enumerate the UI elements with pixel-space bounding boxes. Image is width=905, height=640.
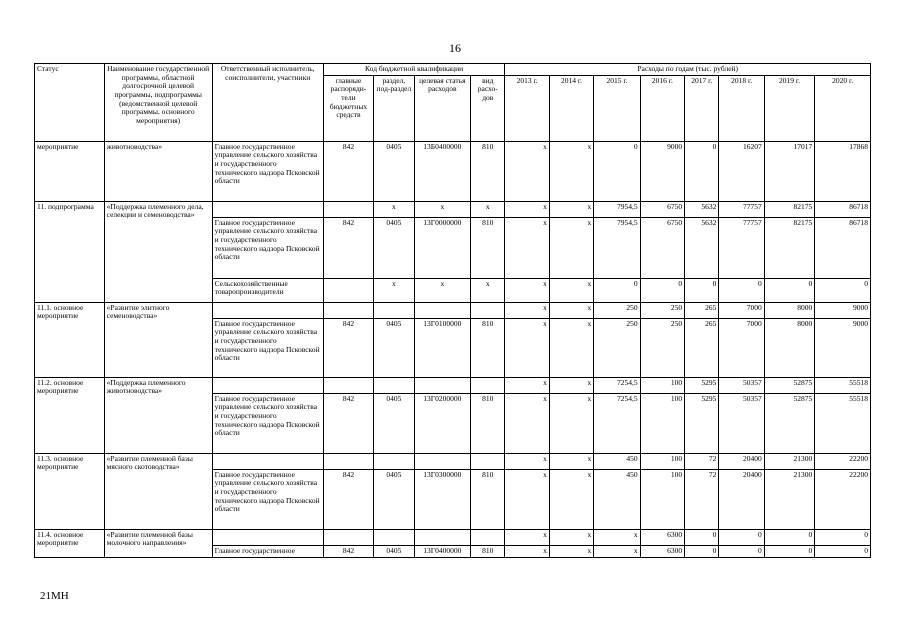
cell-executor <box>212 201 323 217</box>
col-status: Статус <box>35 64 105 142</box>
cell-type: х <box>471 201 505 217</box>
cell-y2018: 0 <box>719 278 764 302</box>
cell-executor: Главное государственное управление сельского хозяйства и государственного технического надзора Псковской области <box>212 469 323 529</box>
cell-y2015: 7954,5 <box>594 217 640 278</box>
cell-y2018: 50357 <box>719 377 764 393</box>
cell-name: животноводства» <box>104 141 212 201</box>
cell-y2013: х <box>505 529 549 545</box>
cell-y2018: 7000 <box>719 318 764 377</box>
cell-y2013: х <box>505 469 549 529</box>
cell-y2016: 9000 <box>640 141 684 201</box>
cell-section: х <box>374 278 414 302</box>
cell-section: 0405 <box>374 545 414 557</box>
cell-y2013: х <box>505 217 549 278</box>
cell-y2015: х <box>594 529 640 545</box>
cell-type <box>471 453 505 469</box>
cell-y2018: 20400 <box>719 469 764 529</box>
cell-y2014: х <box>549 377 593 393</box>
cell-status: мероприятие <box>35 141 105 201</box>
cell-y2019: 0 <box>764 278 814 302</box>
cell-y2018: 77757 <box>719 201 764 217</box>
cell-type: 810 <box>471 141 505 201</box>
col-expenses: Расходы по годам (тыс. рублей) <box>505 64 871 76</box>
cell-section: 0405 <box>374 318 414 377</box>
cell-executor <box>212 529 323 545</box>
cell-type: 810 <box>471 545 505 557</box>
cell-section: 0405 <box>374 217 414 278</box>
cell-executor: Главное государственное управление сельского хозяйства и государственного технического надзора Псковской области <box>212 393 323 453</box>
col-section: раздел, под-раздел <box>374 75 414 141</box>
cell-executor: Главное государственное управление сельского хозяйства и государственного технического надзора Псковской области <box>212 141 323 201</box>
cell-y2015: 0 <box>594 141 640 201</box>
cell-y2017: 265 <box>685 302 719 318</box>
cell-y2017: 5295 <box>685 377 719 393</box>
cell-y2020: 22200 <box>815 453 871 469</box>
cell-y2013: х <box>505 201 549 217</box>
cell-y2019: 0 <box>764 545 814 557</box>
cell-y2020: 0 <box>815 545 871 557</box>
cell-type <box>471 529 505 545</box>
cell-name: «Развитие элитного семеноводства» <box>104 302 212 377</box>
cell-grbs <box>323 529 373 545</box>
col-name: Наименование государственной программы, областной долгосрочной целевой программы, подпрограммы (ведомственной целевой программы, основного мероприятия) <box>104 64 212 142</box>
cell-y2019: 8000 <box>764 318 814 377</box>
col-year-2018: 2018 г. <box>719 75 764 141</box>
table-row <box>35 529 871 545</box>
cell-y2018: 16207 <box>719 141 764 201</box>
cell-status: 11. подпрограмма <box>35 201 105 302</box>
cell-y2019: 17017 <box>764 141 814 201</box>
cell-target <box>414 302 471 318</box>
cell-executor: Сельскохозяйственные товаропроизводители <box>212 278 323 302</box>
cell-target: 13Г0200000 <box>414 393 471 453</box>
col-year-2017: 2017 г. <box>685 75 719 141</box>
cell-y2020: 22200 <box>815 469 871 529</box>
cell-status: 11.3. основное мероприятие <box>35 453 105 529</box>
cell-target: х <box>414 278 471 302</box>
cell-y2020: 17868 <box>815 141 871 201</box>
cell-target: 13Г0400000 <box>414 545 471 557</box>
cell-y2013: х <box>505 141 549 201</box>
cell-y2015: 7254,5 <box>594 393 640 453</box>
cell-grbs: 842 <box>323 393 373 453</box>
cell-y2019: 52875 <box>764 393 814 453</box>
cell-y2020: 0 <box>815 278 871 302</box>
cell-status: 11.1. основное мероприятие <box>35 302 105 377</box>
cell-y2018: 50357 <box>719 393 764 453</box>
table-row <box>35 377 871 393</box>
cell-y2017: 5632 <box>685 201 719 217</box>
cell-y2015: х <box>594 545 640 557</box>
cell-y2019: 21300 <box>764 453 814 469</box>
cell-y2018: 0 <box>719 545 764 557</box>
cell-executor <box>212 377 323 393</box>
cell-y2019: 52875 <box>764 377 814 393</box>
cell-y2015: 7254,5 <box>594 377 640 393</box>
cell-y2013: х <box>505 302 549 318</box>
cell-section <box>374 453 414 469</box>
cell-type: 810 <box>471 469 505 529</box>
cell-y2013: х <box>505 278 549 302</box>
cell-executor: Главное государственное управление сельского хозяйства и государственного технического надзора Псковской области <box>212 217 323 278</box>
cell-type: 810 <box>471 318 505 377</box>
cell-y2019: 82175 <box>764 217 814 278</box>
cell-y2020: 9000 <box>815 318 871 377</box>
cell-y2019: 82175 <box>764 201 814 217</box>
cell-section: 0405 <box>374 393 414 453</box>
cell-target <box>414 453 471 469</box>
cell-y2017: 0 <box>685 141 719 201</box>
cell-target: х <box>414 201 471 217</box>
cell-y2013: х <box>505 318 549 377</box>
cell-y2016: 6750 <box>640 201 684 217</box>
cell-y2013: х <box>505 545 549 557</box>
cell-y2017: 72 <box>685 453 719 469</box>
cell-y2013: х <box>505 377 549 393</box>
cell-executor: Главное государственное управление сельского хозяйства и государственного технического надзора Псковской области <box>212 318 323 377</box>
header-row-1 <box>35 64 871 76</box>
cell-y2015: 0 <box>594 278 640 302</box>
cell-section: х <box>374 201 414 217</box>
cell-executor <box>212 453 323 469</box>
cell-y2020: 86718 <box>815 217 871 278</box>
cell-y2014: х <box>549 318 593 377</box>
cell-y2017: 265 <box>685 318 719 377</box>
cell-y2017: 0 <box>685 278 719 302</box>
table-row <box>35 141 871 201</box>
cell-executor <box>212 302 323 318</box>
cell-section <box>374 377 414 393</box>
cell-y2020: 9000 <box>815 302 871 318</box>
cell-y2018: 0 <box>719 529 764 545</box>
cell-y2019: 21300 <box>764 469 814 529</box>
cell-y2014: х <box>549 302 593 318</box>
col-year-2013: 2013 г. <box>505 75 549 141</box>
cell-grbs <box>323 377 373 393</box>
cell-y2017: 0 <box>685 529 719 545</box>
cell-type <box>471 302 505 318</box>
cell-y2014: х <box>549 278 593 302</box>
cell-target: 13Б0400000 <box>414 141 471 201</box>
cell-target: 13Г0100000 <box>414 318 471 377</box>
cell-y2017: 72 <box>685 469 719 529</box>
col-expense-type: вид расхо-дов <box>471 75 505 141</box>
cell-y2015: 450 <box>594 469 640 529</box>
cell-y2016: 250 <box>640 318 684 377</box>
footer-code: 21МН <box>40 590 69 602</box>
col-executor: Ответственный исполнитель, соисполнители, участники <box>212 64 323 142</box>
cell-y2018: 77757 <box>719 217 764 278</box>
cell-y2016: 100 <box>640 453 684 469</box>
col-target-article: целевая статья расходов <box>414 75 471 141</box>
cell-y2014: х <box>549 201 593 217</box>
col-year-2019: 2019 г. <box>764 75 814 141</box>
cell-y2014: х <box>549 217 593 278</box>
cell-target <box>414 529 471 545</box>
cell-y2018: 7000 <box>719 302 764 318</box>
cell-y2020: 0 <box>815 529 871 545</box>
cell-name: «Развитие племенной базы молочного направления» <box>104 529 212 557</box>
cell-y2013: х <box>505 393 549 453</box>
cell-type: 810 <box>471 217 505 278</box>
cell-y2016: 100 <box>640 393 684 453</box>
cell-y2016: 6300 <box>640 545 684 557</box>
cell-y2015: 7954,5 <box>594 201 640 217</box>
cell-y2014: х <box>549 469 593 529</box>
cell-grbs: 842 <box>323 469 373 529</box>
table-row <box>35 453 871 469</box>
col-year-2020: 2020 г. <box>815 75 871 141</box>
cell-name: «Поддержка племенного дела, селекции и семеноводства» <box>104 201 212 302</box>
cell-name: «Поддержка племенного животноводства» <box>104 377 212 453</box>
cell-status: 11.4. основное мероприятие <box>35 529 105 557</box>
cell-grbs: 842 <box>323 217 373 278</box>
cell-y2016: 250 <box>640 302 684 318</box>
cell-y2017: 5632 <box>685 217 719 278</box>
cell-y2014: х <box>549 545 593 557</box>
col-budget-code: Код бюджетной квалификации <box>323 64 505 76</box>
cell-y2017: 5295 <box>685 393 719 453</box>
budget-table <box>34 63 871 558</box>
cell-grbs <box>323 453 373 469</box>
cell-y2016: 100 <box>640 377 684 393</box>
cell-status: 11.2. основное мероприятие <box>35 377 105 453</box>
table-row <box>35 302 871 318</box>
cell-y2016: 100 <box>640 469 684 529</box>
cell-y2018: 20400 <box>719 453 764 469</box>
cell-type <box>471 377 505 393</box>
cell-grbs <box>323 278 373 302</box>
cell-section <box>374 302 414 318</box>
cell-y2016: 6300 <box>640 529 684 545</box>
cell-section: 0405 <box>374 141 414 201</box>
cell-executor: Главное государственное <box>212 545 323 557</box>
cell-y2017: 0 <box>685 545 719 557</box>
cell-target: 13Г0000000 <box>414 217 471 278</box>
cell-y2016: 6750 <box>640 217 684 278</box>
cell-grbs: 842 <box>323 545 373 557</box>
cell-grbs <box>323 201 373 217</box>
cell-y2016: 0 <box>640 278 684 302</box>
cell-name: «Развитие племенной базы мясного скотоводства» <box>104 453 212 529</box>
col-year-2015: 2015 г. <box>594 75 640 141</box>
col-year-2014: 2014 г. <box>549 75 593 141</box>
cell-type: 810 <box>471 393 505 453</box>
cell-y2013: х <box>505 453 549 469</box>
cell-y2014: х <box>549 529 593 545</box>
cell-target: 13Г0300000 <box>414 469 471 529</box>
cell-y2014: х <box>549 393 593 453</box>
cell-grbs <box>323 302 373 318</box>
cell-y2020: 55518 <box>815 377 871 393</box>
cell-y2015: 250 <box>594 318 640 377</box>
cell-section: 0405 <box>374 469 414 529</box>
cell-grbs: 842 <box>323 141 373 201</box>
cell-type: х <box>471 278 505 302</box>
cell-y2019: 8000 <box>764 302 814 318</box>
cell-y2014: х <box>549 453 593 469</box>
cell-target <box>414 377 471 393</box>
col-year-2016: 2016 г. <box>640 75 684 141</box>
cell-y2020: 86718 <box>815 201 871 217</box>
table-row <box>35 201 871 217</box>
cell-y2019: 0 <box>764 529 814 545</box>
col-grbs: главные распоряди-тели бюджетных средств <box>323 75 373 141</box>
cell-y2015: 250 <box>594 302 640 318</box>
cell-y2020: 55518 <box>815 393 871 453</box>
cell-grbs: 842 <box>323 318 373 377</box>
cell-y2015: 450 <box>594 453 640 469</box>
page-number: 16 <box>449 41 461 55</box>
cell-y2014: х <box>549 141 593 201</box>
cell-section <box>374 529 414 545</box>
